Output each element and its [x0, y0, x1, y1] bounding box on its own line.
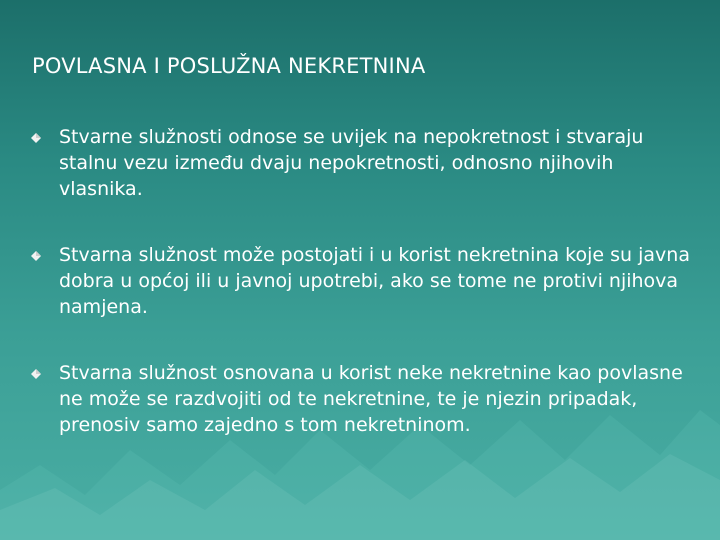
bullet-item — [27, 360, 692, 438]
diamond-bullet-icon — [31, 133, 41, 143]
slide-title: POVLASNA I POSLUŽNA NEKRETNINA — [32, 54, 426, 78]
bullet-text: Stvarne služnosti odnose se uvijek na nepokretnost i stvaraju stalnu vezu između dvaju nepokretnosti, odnosno njihovih vlasnika. — [59, 126, 644, 200]
diamond-bullet-icon — [31, 251, 41, 261]
bullet-item — [27, 242, 692, 320]
bullet-item — [27, 124, 692, 202]
bullet-text: Stvarna služnost osnovana u korist neke nekretnine kao povlasne ne može se razdvojiti od te nekretnine, te je njezin pripadak, prenosiv samo zajedno s tom nekretninom. — [59, 362, 683, 436]
bullet-text: Stvarna služnost može postojati i u korist nekretnina koje su javna dobra u općoj ili u javnoj upotrebi, ako se tome ne protivi njihova namjena. — [59, 244, 690, 318]
diamond-bullet-icon — [31, 369, 41, 379]
bullet-list — [27, 124, 692, 478]
